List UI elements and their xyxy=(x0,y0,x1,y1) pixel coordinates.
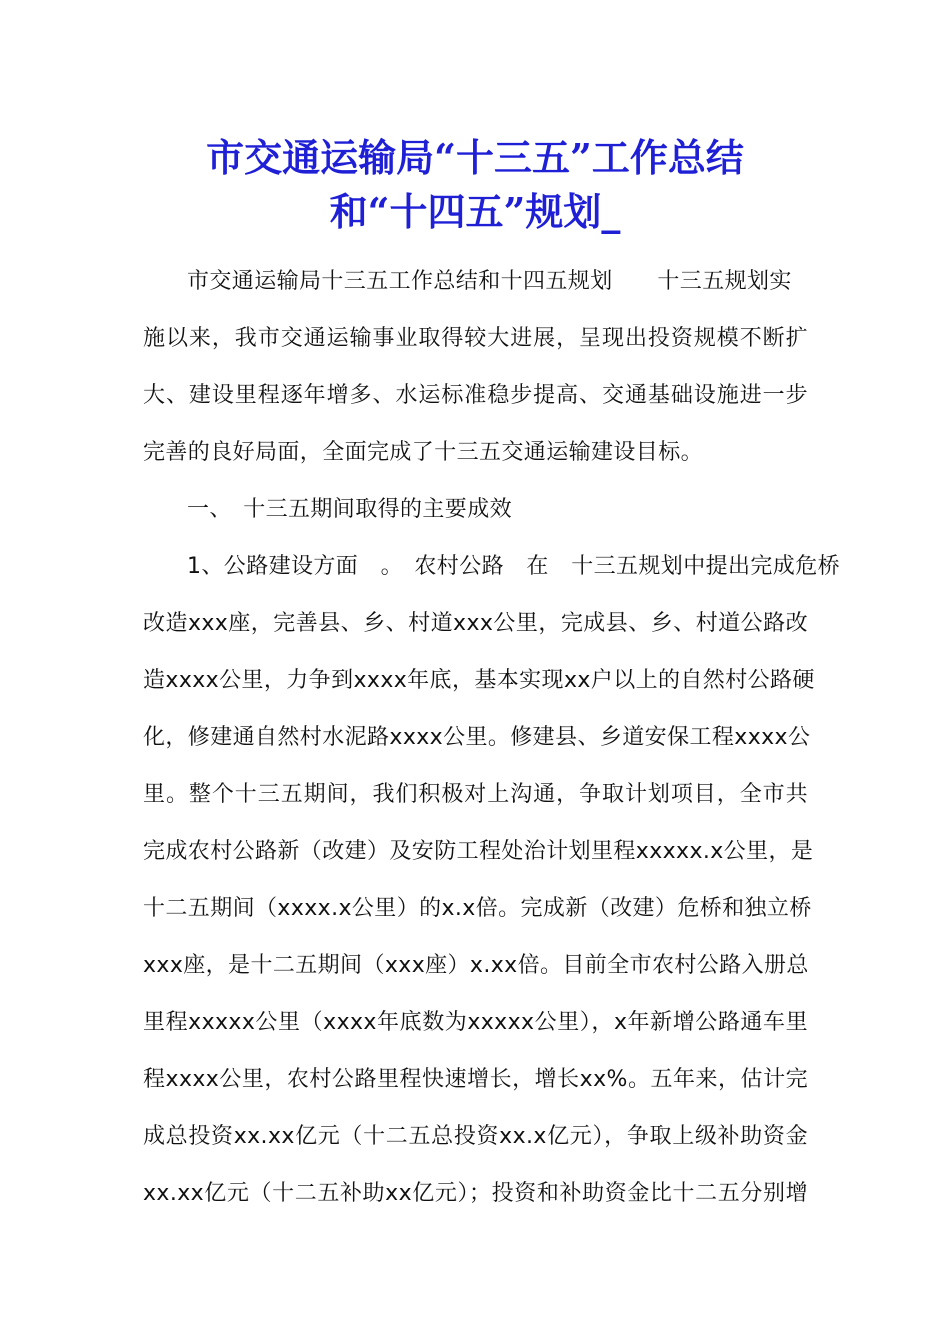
body-line: 程xxxx公里，农村公路里程快速增长，增长xx%。五年来，估计完 xyxy=(143,1067,808,1092)
body-line: 十二五期间（xxxx.x公里）的x.x倍。完成新（改建）危桥和独立桥 xyxy=(143,896,812,921)
body-line: 1、公路建设方面 。 农村公路 在 十三五规划中提出完成危桥 xyxy=(187,554,840,579)
body-line: 成总投资xx.xx亿元（十二五总投资xx.x亿元），争取上级补助资金 xyxy=(143,1124,808,1149)
body-line: 大、建设里程逐年增多、水运标准稳步提高、交通基础设施进一步 xyxy=(143,383,808,408)
section-heading: 一、 十三五期间取得的主要成效 xyxy=(187,497,513,522)
body-line: xxx座，是十二五期间（xxx座）x.xx倍。目前全市农村公路入册总 xyxy=(143,953,809,978)
body-line: 里程xxxxx公里（xxxx年底数为xxxxx公里），x年新增公路通车里 xyxy=(143,1010,808,1035)
body-line: xx.xx亿元（十二五补助xx亿元）；投资和补助资金比十二五分别增 xyxy=(143,1181,808,1206)
document-title-line-2: 和“十四五”规划_ xyxy=(329,189,621,234)
document-body xyxy=(143,253,840,1222)
body-line: 完成农村公路新（改建）及安防工程处治计划里程xxxxx.x公里，是 xyxy=(143,839,814,864)
body-line: 化，修建通自然村水泥路xxxx公里。修建县、乡道安保工程xxxx公 xyxy=(143,725,811,750)
body-line: 造xxxx公里，力争到xxxx年底，基本实现xx户以上的自然村公路硬 xyxy=(143,668,815,693)
body-line: 施以来，我市交通运输事业取得较大进展，呈现出投资规模不断扩 xyxy=(143,326,808,351)
body-line: 里。整个十三五期间，我们积极对上沟通，争取计划项目，全市共 xyxy=(143,782,808,807)
body-line: 市交通运输局十三五工作总结和十四五规划 十三五规划实 xyxy=(187,269,792,294)
body-line: 改造xxx座，完善县、乡、村道xxx公里，完成县、乡、村道公路改 xyxy=(143,611,808,636)
body-line: 完善的良好局面，全面完成了十三五交通运输建设目标。 xyxy=(143,440,704,465)
document-title-line-1: 市交通运输局“十三五”工作总结 xyxy=(206,135,744,180)
